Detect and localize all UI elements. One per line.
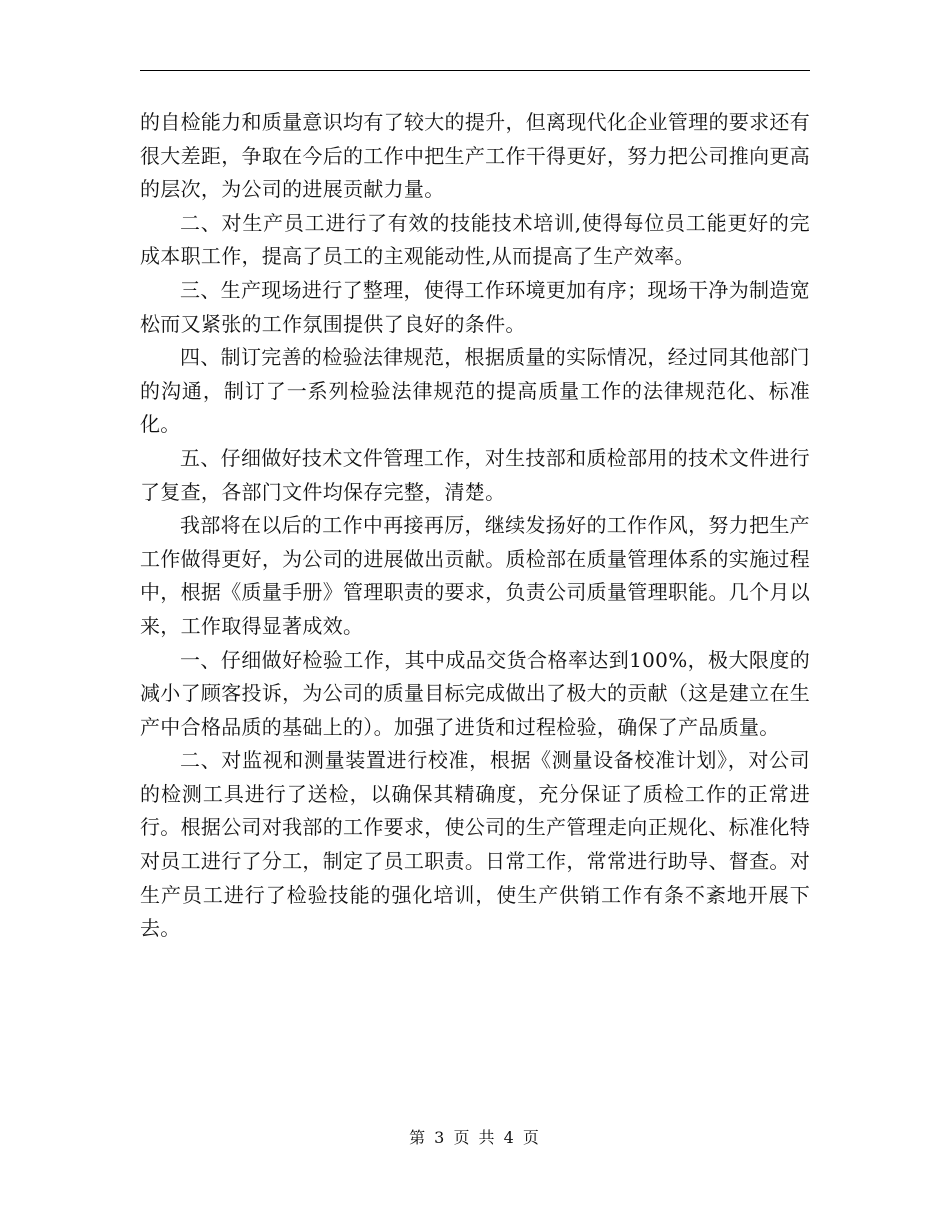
- paragraph-item-2-training: 二、对生产员工进行了有效的技能技术培训,使得每位员工能更好的完成本职工作，提高了员工的主观能动性,从而提高了生产效率。: [140, 210, 810, 269]
- paragraph-item-5-documents: 五、仔细做好技术文件管理工作，对生技部和质检部用的技术文件进行了复查，各部门文件均保存完整，清楚。: [140, 445, 810, 504]
- header-rule: [140, 70, 810, 71]
- paragraph-item-4-standards: 四、制订完善的检验法律规范，根据质量的实际情况，经过同其他部门的沟通，制订了一系列检验法律规范的提高质量工作的法律规范化、标准化。: [140, 345, 810, 437]
- document-body: [140, 106, 810, 946]
- paragraph-qc-item-2: 二、对监视和测量装置进行校准，根据《测量设备校准计划》，对公司的检测工具进行了送检，以确保其精确度，充分保证了质检工作的正常进行。根据公司对我部的工作要求，使公司的生产管理走向正规化、标准化特对员工进行了分工，制定了员工职责。日常工作，常常进行助导、督查。对生产员工进行了检验技能的强化培训，使生产供销工作有条不紊地开展下去。: [140, 748, 810, 941]
- paragraph-item-3-site: 三、生产现场进行了整理，使得工作环境更加有序；现场干净为制造宽松而又紧张的工作氛围提供了良好的条件。: [140, 277, 810, 336]
- paragraph-qc-item-1: 一、仔细做好检验工作，其中成品交货合格率达到100%，极大限度的减小了顾客投诉，为公司的质量目标完成做出了极大的贡献（这是建立在生产中合格品质的基础上的）。加强了进货和过程检验，确保了产品质量。: [140, 647, 810, 739]
- paragraph-continuation: 的自检能力和质量意识均有了较大的提升，但离现代化企业管理的要求还有很大差距，争取在今后的工作中把生产工作干得更好，努力把公司推向更高的层次，为公司的进展贡献力量。: [140, 110, 810, 202]
- page-number-footer: 第 3 页 共 4 页: [409, 1128, 541, 1147]
- paragraph-qc-intro: 我部将在以后的工作中再接再厉，继续发扬好的工作作风，努力把生产工作做得更好，为公司的进展做出贡献。质检部在质量管理体系的实施过程中，根据《质量手册》管理职责的要求，负责公司质量管理职能。几个月以来，工作取得显著成效。: [140, 513, 810, 638]
